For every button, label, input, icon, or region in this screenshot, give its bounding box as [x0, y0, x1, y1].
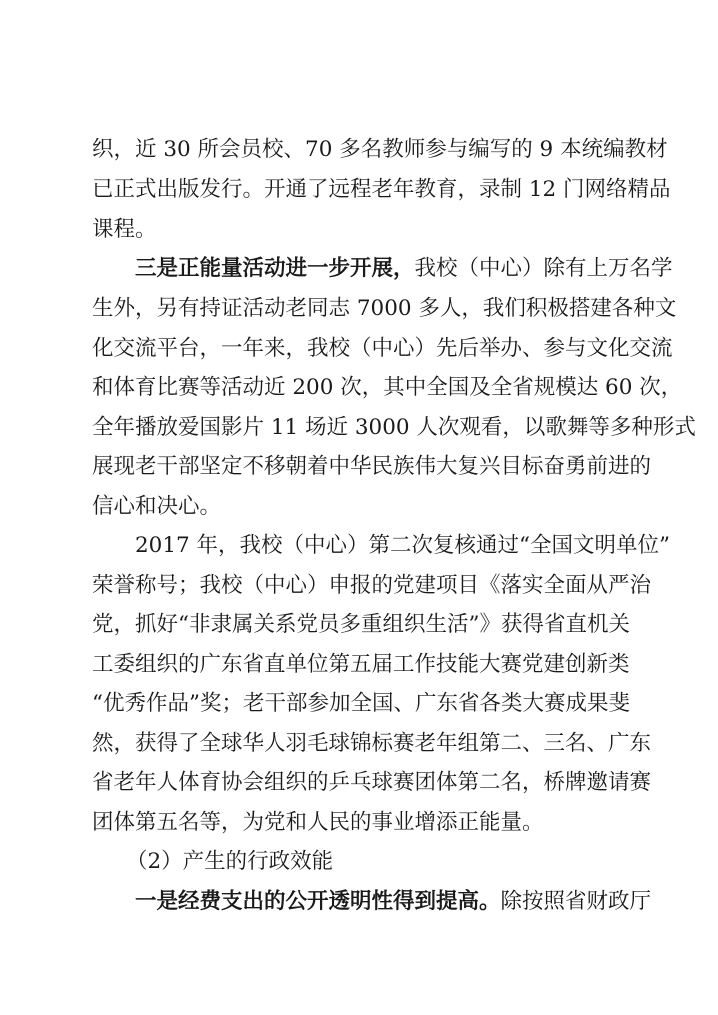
- body-line: [92, 765, 652, 801]
- body-line: [92, 370, 683, 406]
- paragraph-lead: 一是经费支出的公开透明性得到提高。: [135, 889, 501, 914]
- body-line: [92, 291, 677, 327]
- line-text: 2017 年，我校（中心）第二次复核通过“全国文明单位”: [135, 533, 671, 558]
- section-heading-text: （2）产生的行政效能: [126, 849, 334, 874]
- line-text: 已正式出版发行。开通了远程老年教育，录制 12 门网络精品: [92, 177, 671, 202]
- line-text: 生外，另有持证活动老同志 7000 多人，我们积极搭建各种文: [92, 296, 677, 321]
- line-text: 我校（中心）除有上万名学: [414, 256, 673, 281]
- line-text: 织，近 30 所会员校、70 多名教师参与编写的 9 本统编教材: [92, 137, 668, 162]
- line-text: “优秀作品”奖；老干部参加全国、广东省各类大赛成果斐: [92, 691, 630, 716]
- body-line: [92, 726, 652, 762]
- line-text: 展现老干部坚定不移朝着中华民族伟大复兴目标奋勇前进的: [92, 454, 652, 479]
- line-text: 省老年人体育协会组织的乒乓球赛团体第二名，桥牌邀请赛: [92, 770, 652, 795]
- paragraph-start-line: [135, 251, 673, 287]
- line-text: 课程。: [92, 217, 157, 242]
- line-text: 除按照省财政厅: [500, 889, 652, 914]
- line-text: 团体第五名等，为党和人民的事业增添正能量。: [92, 810, 544, 835]
- body-line: [92, 132, 668, 168]
- body-line: [92, 686, 628, 722]
- line-text: 化交流平台，一年来，我校（中心）先后举办、参与文化交流: [92, 336, 673, 361]
- body-line: [92, 410, 696, 446]
- line-text: 和体育比赛等活动近 200 次，其中全国及全省规模达 60 次，: [92, 375, 683, 400]
- line-text: 信心和决心。: [92, 494, 222, 519]
- body-line: [92, 568, 652, 604]
- line-text: 荣誉称号；我校（中心）申报的党建项目《落实全面从严治: [92, 573, 652, 598]
- body-line: [92, 489, 628, 525]
- line-text: 全年播放爱国影片 11 场近 3000 人次观看，以歌舞等多种形式: [92, 415, 696, 440]
- body-line: [92, 607, 628, 643]
- paragraph-lead: 三是正能量活动进一步开展，: [135, 256, 415, 281]
- body-line: [92, 647, 628, 683]
- paragraph-start-line: [135, 528, 671, 564]
- body-line: [92, 331, 673, 367]
- line-text: 然，获得了全球华人羽毛球锦标赛老年组第二、三名、广东: [92, 731, 652, 756]
- section-heading: [126, 844, 628, 880]
- body-line: [92, 805, 628, 841]
- line-text: 工委组织的广东省直单位第五届工作技能大赛党建创新类: [92, 652, 630, 677]
- body-line: [92, 172, 671, 208]
- body-line: [92, 449, 652, 485]
- body-line: [92, 212, 628, 248]
- paragraph-start-line: [135, 884, 652, 920]
- line-text: 党，抓好“非隶属关系党员多重组织生活”》获得省直机关: [92, 612, 630, 637]
